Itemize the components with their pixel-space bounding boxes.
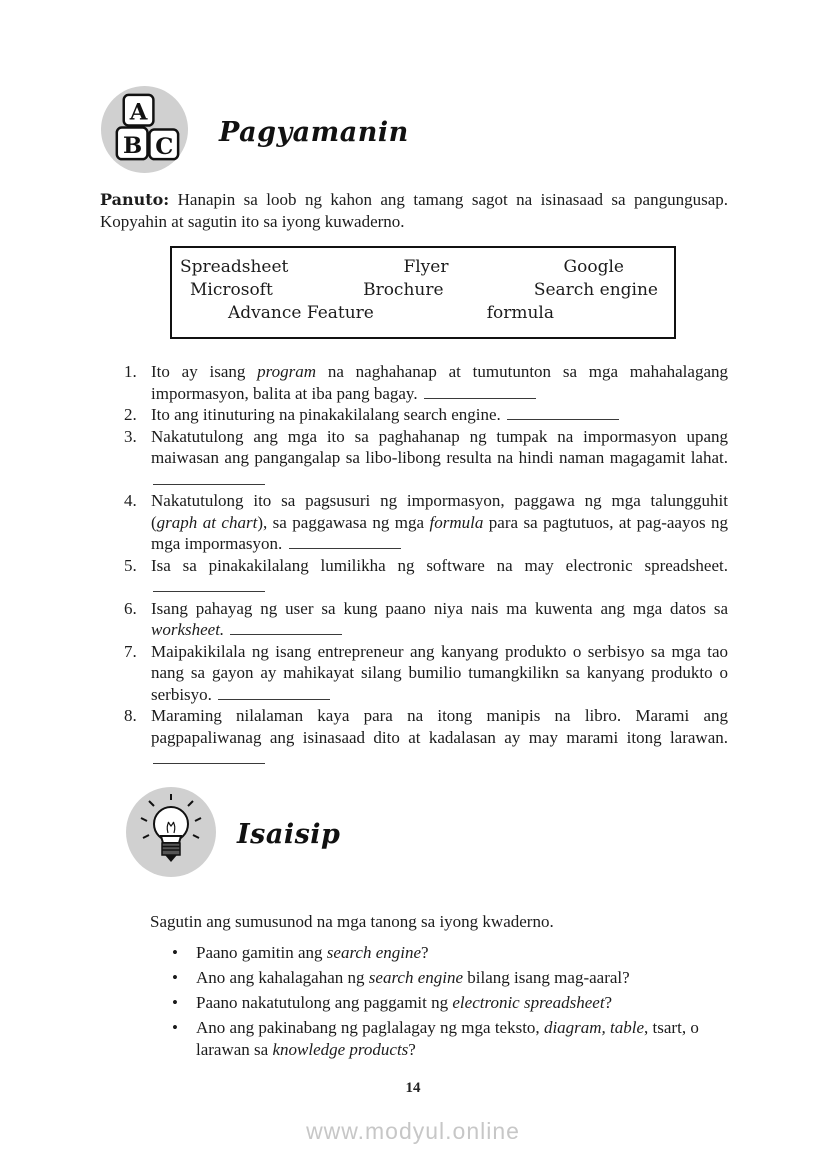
- panuto-label: Panuto:: [100, 190, 170, 209]
- text-segment: para sa pagtutuos, at pag-aayos ng mga impormasyon.: [151, 512, 729, 553]
- question-number: 7.: [124, 641, 137, 661]
- italic-text: electronic spreadsheet: [452, 992, 605, 1012]
- page-number: 14: [405, 1080, 421, 1096]
- panuto-paragraph: [100, 189, 728, 233]
- question-item: [124, 555, 728, 598]
- bullet-question-item: [172, 992, 728, 1014]
- text-segment: Maraming nilalaman kaya para na itong manipis na libro. Marami ang pagpapaliwanag ang isinasaad dito at kadalasan ay may marami itong larawan.: [151, 706, 728, 747]
- word-box-word: Microsoft: [190, 280, 273, 300]
- text-segment: , tsart, o larawan sa: [196, 1017, 699, 1059]
- svg-text:A: A: [129, 99, 148, 126]
- text-segment: bilang isang mag-aaral?: [463, 967, 630, 987]
- italic-text: knowledge products: [272, 1039, 409, 1059]
- text-segment: ?: [604, 992, 613, 1012]
- word-box-row: [172, 256, 674, 279]
- text-segment: Paano nakatutulong ang paggamit ng: [196, 992, 453, 1012]
- text-segment: na naghahanap at tumutunton sa mga mahahalagang impormasyon, balita at iba pang bagay.: [151, 362, 728, 403]
- isaisip-intro: Sagutin ang sumusunod na mga tanong sa iyong kwaderno.: [150, 911, 554, 931]
- word-box-word: Spreadsheet: [180, 257, 289, 277]
- text-segment: ?: [408, 1039, 416, 1059]
- text-segment: Isa sa pinakakilalang lumilikha ng software na may electronic spreadsheet.: [151, 555, 728, 575]
- answer-blank-line: [507, 408, 619, 420]
- text-segment: ), sa paggawasa ng mga: [257, 512, 430, 532]
- question-item: [124, 426, 728, 491]
- word-box-word: Search engine: [533, 280, 658, 300]
- word-box-word: Google: [563, 257, 624, 277]
- bullet-question-item: [172, 1017, 728, 1061]
- text-segment: Nakatutulong ito sa pagsusuri ng impormasyon, paggawa ng mga talungguhit (: [151, 491, 728, 532]
- italic-text: search engine: [368, 967, 464, 987]
- answer-blank-line: [153, 473, 265, 485]
- answer-blank-line: [230, 623, 342, 635]
- question-number: 8.: [124, 706, 137, 725]
- text-segment: Ito ang itinuturing na pinakakilalang search engine.: [151, 405, 506, 424]
- text-segment: Ito ay isang: [151, 362, 258, 381]
- text-segment: Nakatutulong ang mga ito sa paghahanap ng tumpak na impormasyon upang maiwasan ang pangangalap sa libo-libong resulta na hindi naman magagamit lahat.: [151, 426, 728, 467]
- bullet-question-item: [172, 967, 728, 989]
- question-number: 5.: [124, 555, 137, 575]
- answer-blank-line: [289, 537, 401, 549]
- text-segment: Maipakikilala ng isang entrepreneur ang kanyang produkto o serbisyo sa mga tao nang sa gayon ay mahikayat silang bumilio tumangkilikn sa kanyang produkto o serbisyo.: [151, 641, 728, 704]
- question-number: 2.: [124, 405, 137, 424]
- question-number: 3.: [124, 426, 137, 446]
- svg-text:C: C: [155, 134, 174, 161]
- word-box-word: formula: [486, 303, 554, 323]
- italic-text: search engine: [326, 942, 422, 962]
- bullet-questions-list: [172, 942, 728, 1061]
- text-segment: [224, 620, 228, 639]
- section-title-isaisip: Isaisip: [237, 818, 341, 850]
- italic-text: program: [257, 362, 317, 381]
- question-number: 6.: [124, 598, 137, 618]
- text-segment: Ano ang kahalagahan ng: [196, 967, 369, 987]
- question-item: [124, 641, 728, 706]
- italic-text: graph at chart: [156, 512, 258, 532]
- bullet-icon: •: [172, 942, 178, 962]
- answer-blank-line: [218, 688, 330, 700]
- text-segment: ?: [421, 942, 429, 962]
- text-segment: Ano ang pakinabang ng paglalagay ng mga teksto,: [196, 1017, 544, 1037]
- word-box-word: Advance Feature: [228, 303, 374, 323]
- watermark-text: www.modyul.online: [306, 1118, 520, 1144]
- abc-blocks-icon: [100, 85, 189, 179]
- section-pagyamanin-header: [100, 85, 728, 179]
- section-isaisip-header: [100, 786, 728, 883]
- italic-text: worksheet.: [151, 620, 225, 639]
- question-item: [124, 361, 728, 404]
- answer-blank-line: [424, 387, 536, 399]
- question-number: 4.: [124, 491, 137, 510]
- word-box-row: [172, 279, 674, 302]
- italic-text: formula: [429, 512, 484, 532]
- text-segment: Paano gamitin ang: [196, 942, 327, 962]
- bullet-question-item: [172, 942, 728, 964]
- question-item: [124, 404, 728, 426]
- questions-list: [124, 361, 728, 770]
- bullet-icon: •: [172, 992, 178, 1012]
- word-box: [170, 246, 676, 339]
- svg-text:B: B: [123, 133, 143, 160]
- answer-blank-line: [153, 752, 265, 764]
- word-box-word: Flyer: [403, 257, 449, 277]
- question-item: [124, 598, 728, 641]
- text-segment: Isang pahayag ng user sa kung paano niya nais ma kuwenta ang mga datos sa: [151, 598, 728, 618]
- question-item: [124, 490, 728, 555]
- question-item: [124, 705, 728, 770]
- panuto-text: Hanapin sa loob ng kahon ang tamang sagot na isinasaad sa pangungusap. Kopyahin at sagutin ito sa iyong kuwaderno.: [100, 190, 728, 231]
- lightbulb-icon: [125, 786, 217, 883]
- bullet-icon: •: [172, 967, 178, 987]
- word-box-word: Brochure: [363, 280, 444, 300]
- word-box-row: [172, 302, 674, 325]
- bullet-icon: •: [172, 1017, 178, 1037]
- italic-text: diagram, table: [543, 1017, 645, 1037]
- section-title-pagyamanin: Pagyamanin: [219, 116, 409, 148]
- question-number: 1.: [124, 362, 137, 381]
- answer-blank-line: [153, 580, 265, 592]
